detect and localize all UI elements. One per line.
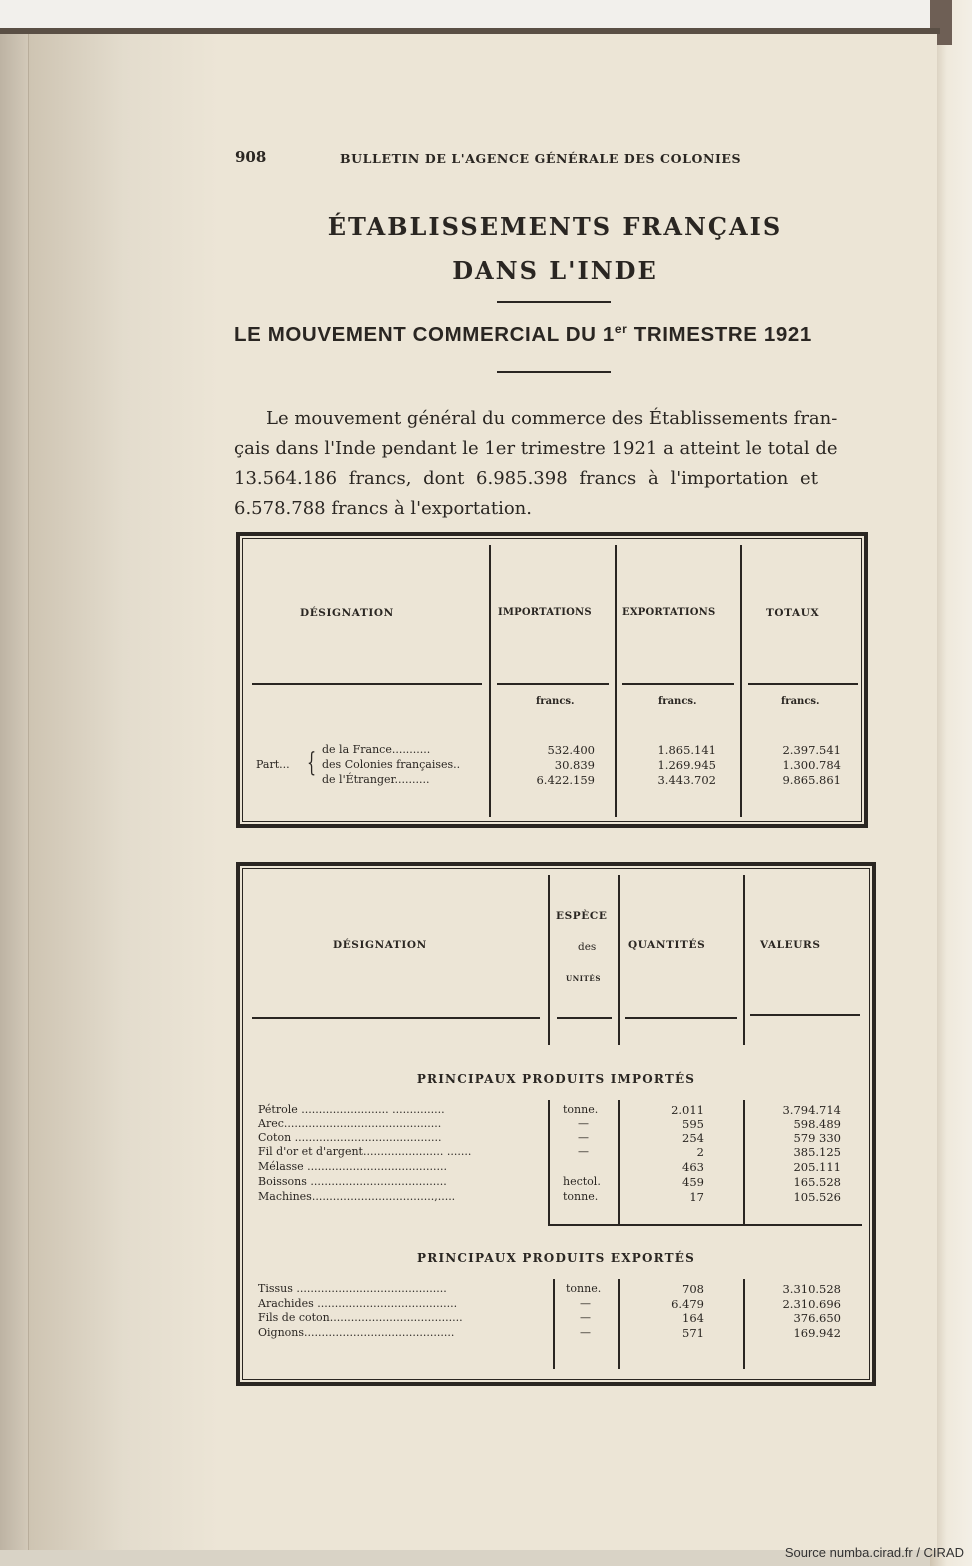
table1-row-imp: 532.400 [547, 743, 595, 757]
import-row-label: Pétrole ......................... ............... [258, 1103, 445, 1116]
import-row-qty: 459 [682, 1175, 704, 1189]
import-row-val: 105.526 [793, 1190, 841, 1204]
export-row-unit: — [580, 1297, 591, 1310]
import-row-qty: 2.011 [671, 1103, 704, 1117]
export-row-qty: 571 [682, 1326, 704, 1340]
table2-header-espece: ESPÈCE [556, 910, 608, 922]
imports-section-title: PRINCIPAUX PRODUITS IMPORTÉS [416, 1072, 696, 1086]
export-row-label: Oignons........................................... [258, 1326, 455, 1339]
table1-row-exp: 3.443.702 [657, 773, 716, 787]
export-row-qty: 164 [682, 1311, 704, 1325]
import-row-val: 165.528 [793, 1175, 841, 1189]
import-row-qty: 254 [682, 1131, 704, 1145]
page-number: 908 [235, 148, 267, 166]
table1-header-designation: DÉSIGNATION [300, 607, 394, 619]
part-label: Part... [256, 758, 290, 771]
export-row-qty: 708 [682, 1282, 704, 1296]
table1-header-rule-2 [497, 683, 609, 685]
import-row-qty: 17 [689, 1190, 704, 1204]
brace-icon: { [307, 748, 317, 778]
export-row-val: 169.942 [793, 1326, 841, 1340]
import-row-unit: tonne. [563, 1103, 599, 1116]
export-row-unit: — [580, 1326, 591, 1339]
import-row-val: 598.489 [793, 1117, 841, 1131]
import-row-unit: hectol. [563, 1175, 601, 1188]
running-title: BULLETIN DE L'AGENCE GÉNÉRALE DES COLONIES [340, 151, 742, 166]
import-row-label: Mélasse ........................................ [258, 1160, 448, 1173]
export-row-val: 376.650 [793, 1311, 841, 1325]
title-rule [497, 301, 611, 303]
export-row-label: Fils de coton...................................... [258, 1311, 463, 1324]
import-row-val: 579 330 [793, 1131, 841, 1145]
export-row-val: 2.310.696 [782, 1297, 841, 1311]
table2-col-divider-3 [743, 875, 745, 1045]
table1-header-exportations: EXPORTATIONS [622, 607, 716, 618]
table2-header-des: des [578, 941, 597, 953]
exports-divider-1 [553, 1279, 555, 1369]
import-row-label: Machines...................................,..... [258, 1190, 456, 1203]
table1-row-label: de l'Étranger.......... [322, 773, 430, 786]
imports-divider-1 [548, 1100, 550, 1225]
import-row-val: 205.111 [793, 1160, 841, 1174]
export-row-unit: — [580, 1311, 591, 1324]
table1-row-exp: 1.865.141 [657, 743, 716, 757]
source-credit: Source numba.cirad.fr / CIRAD [784, 1545, 964, 1560]
table1-header-rule-4 [748, 683, 858, 685]
intro-paragraph [234, 404, 876, 524]
top-binding-strip [0, 28, 940, 34]
table1-row-tot: 2.397.541 [782, 743, 841, 757]
imports-bottom-rule [548, 1224, 862, 1226]
table2-header-rule-3 [625, 1017, 737, 1019]
import-row-qty: 595 [682, 1117, 704, 1131]
title-line-1: ÉTABLISSEMENTS FRANÇAIS [327, 212, 783, 241]
import-row-unit: tonne. [563, 1190, 599, 1203]
section-subtitle: LE MOUVEMENT COMMERCIAL DU 1er TRIMESTRE 1921 [234, 322, 812, 346]
export-row-label: Tissus ........................................... [258, 1282, 447, 1295]
table1-row-exp: 1.269.945 [657, 758, 716, 772]
table1-row-imp: 30.839 [554, 758, 595, 772]
table2-header-rule-4 [750, 1014, 860, 1016]
table1-header-rule-1 [252, 683, 482, 685]
import-row-unit: — [578, 1131, 589, 1144]
table1-row-tot: 9.865.861 [782, 773, 841, 787]
subtitle-rule [497, 371, 611, 373]
table2-header-valeurs: VALEURS [760, 939, 821, 951]
table2-header-designation: DÉSIGNATION [333, 939, 427, 951]
table2-header-rule-2 [557, 1017, 612, 1019]
table1-row-label: des Colonies françaises.. [322, 758, 461, 771]
table1-header-totaux: TOTAUX [766, 607, 820, 619]
import-row-unit: — [578, 1117, 589, 1130]
unit-exportations: francs. [658, 696, 697, 707]
table2-header-unites: UNITÉS [566, 974, 601, 983]
para-line-2: çais dans l'Inde pendant le 1er trimestre 1921 a atteint le total de [234, 438, 838, 459]
gutter-shade [29, 30, 219, 1550]
import-row-label: Boissons ....................................... [258, 1175, 447, 1188]
table2-col-divider-2 [618, 875, 620, 1045]
import-row-val: 3.794.714 [782, 1103, 841, 1117]
para-line-4: 6.578.788 francs à l'exportation. [234, 498, 532, 519]
import-row-qty: 463 [682, 1160, 704, 1174]
export-row-qty: 6.479 [671, 1297, 704, 1311]
export-row-val: 3.310.528 [782, 1282, 841, 1296]
table1-row-label: de la France........... [322, 743, 431, 756]
table2-col-divider-1 [548, 875, 550, 1045]
import-row-label: Coton .......................................... [258, 1131, 442, 1144]
table2-header-rule-1 [252, 1017, 540, 1019]
table1-header-rule-3 [622, 683, 734, 685]
table2-header-quantites: QUANTITÉS [628, 939, 706, 951]
import-row-unit: — [578, 1145, 589, 1158]
import-row-label: Fil d'or et d'argent....................... ....... [258, 1145, 472, 1158]
table1-row-imp: 6.422.159 [536, 773, 595, 787]
import-row-qty: 2 [696, 1145, 704, 1159]
import-row-val: 385.125 [793, 1145, 841, 1159]
export-row-unit: tonne. [566, 1282, 602, 1295]
unit-importations: francs. [536, 696, 575, 707]
table1-header-importations: IMPORTATIONS [498, 607, 592, 618]
exports-section-title: PRINCIPAUX PRODUITS EXPORTÉS [417, 1251, 695, 1265]
export-row-label: Arachides ........................................ [258, 1297, 458, 1310]
para-line-3: 13.564.186 francs, dont 6.985.398 francs à l'importation et [234, 468, 818, 489]
para-line-1: Le mouvement général du commerce des Établissements fran- [266, 408, 838, 429]
import-row-label: Arec............................................. [258, 1117, 442, 1130]
table1-row-tot: 1.300.784 [782, 758, 841, 772]
title-line-2: DANS L'INDE [452, 256, 658, 285]
unit-totaux: francs. [781, 696, 820, 707]
